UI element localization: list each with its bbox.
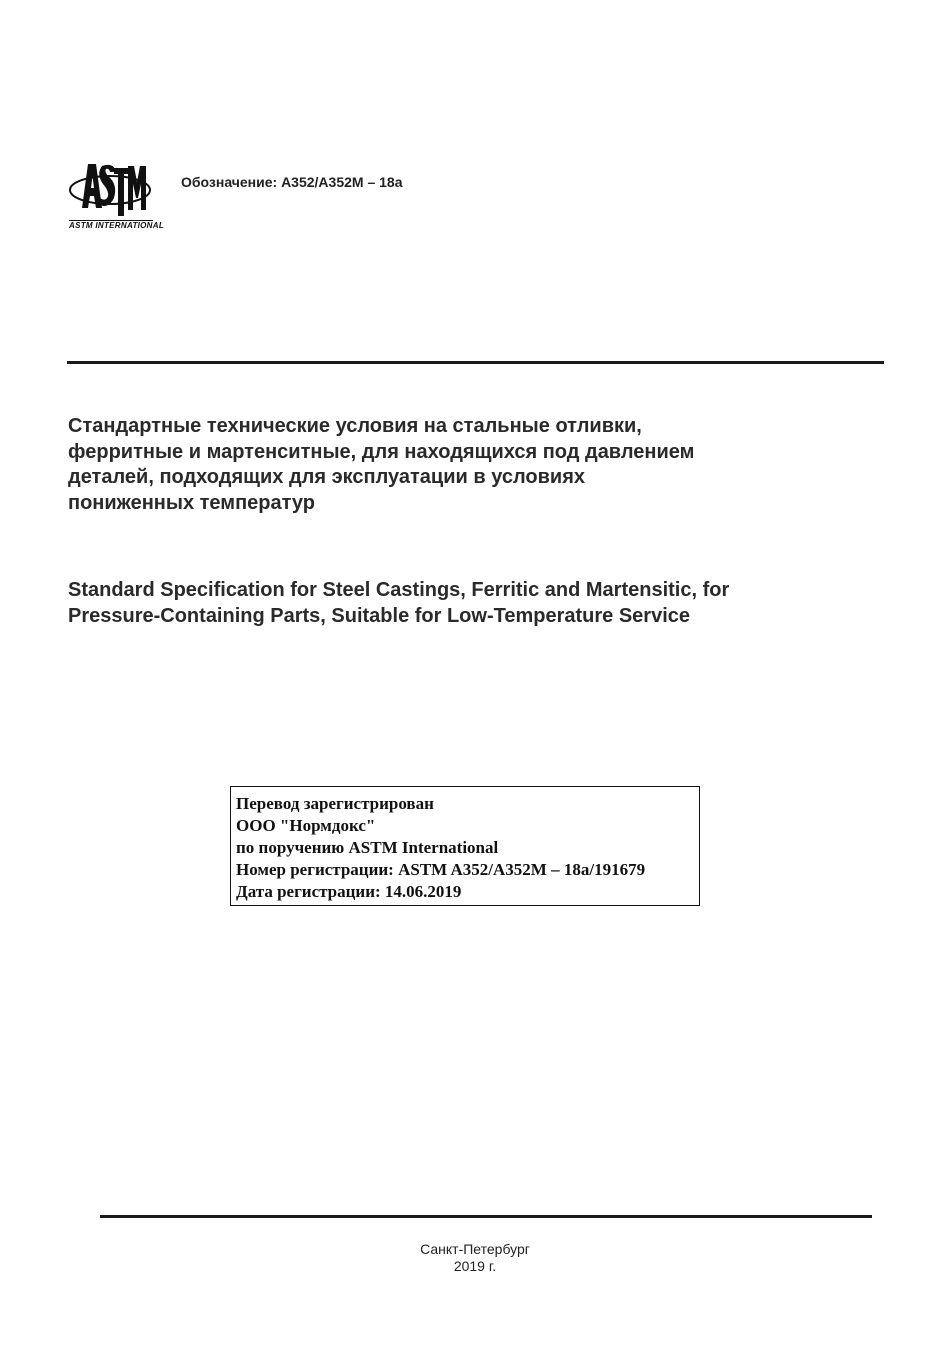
registration-line: Перевод зарегистрирован (236, 794, 434, 813)
footer-year: 2019 г. (453, 1258, 497, 1274)
logo-caption: ASTM INTERNATIONAL (69, 221, 165, 230)
footer-city: Санкт-Петербург (420, 1241, 530, 1257)
title-english (68, 578, 928, 629)
bottom-divider (100, 1215, 872, 1218)
registration-line: по поручению ASTM International (236, 838, 499, 857)
title-russian-line: пониженных температур (68, 491, 315, 514)
title-russian-line: Стандартные технические условия на стальные отливки, (68, 415, 642, 437)
astm-logo (66, 158, 165, 232)
registration-line: ООО "Нормдокс" (236, 816, 376, 835)
title-english-line: Pressure-Containing Parts, Suitable for Low-Temperature Service (68, 604, 691, 627)
title-russian-line: ферритные и мартенситные, для находящихся под давлением (68, 440, 695, 463)
top-divider (67, 361, 884, 364)
registration-date: Дата регистрации: 14.06.2019 (236, 882, 462, 901)
title-english-line: Standard Specification for Steel Castings, Ferritic and Martensitic, for (68, 579, 730, 601)
registration-number: Номер регистрации: ASTM A352/A352M – 18a/191679 (236, 860, 646, 879)
title-russian-line: деталей, подходящих для эксплуатации в условиях (68, 466, 586, 488)
registration-box (230, 786, 700, 906)
document-designation: Обозначение: A352/A352M – 18a (181, 174, 403, 190)
title-russian (68, 414, 908, 516)
